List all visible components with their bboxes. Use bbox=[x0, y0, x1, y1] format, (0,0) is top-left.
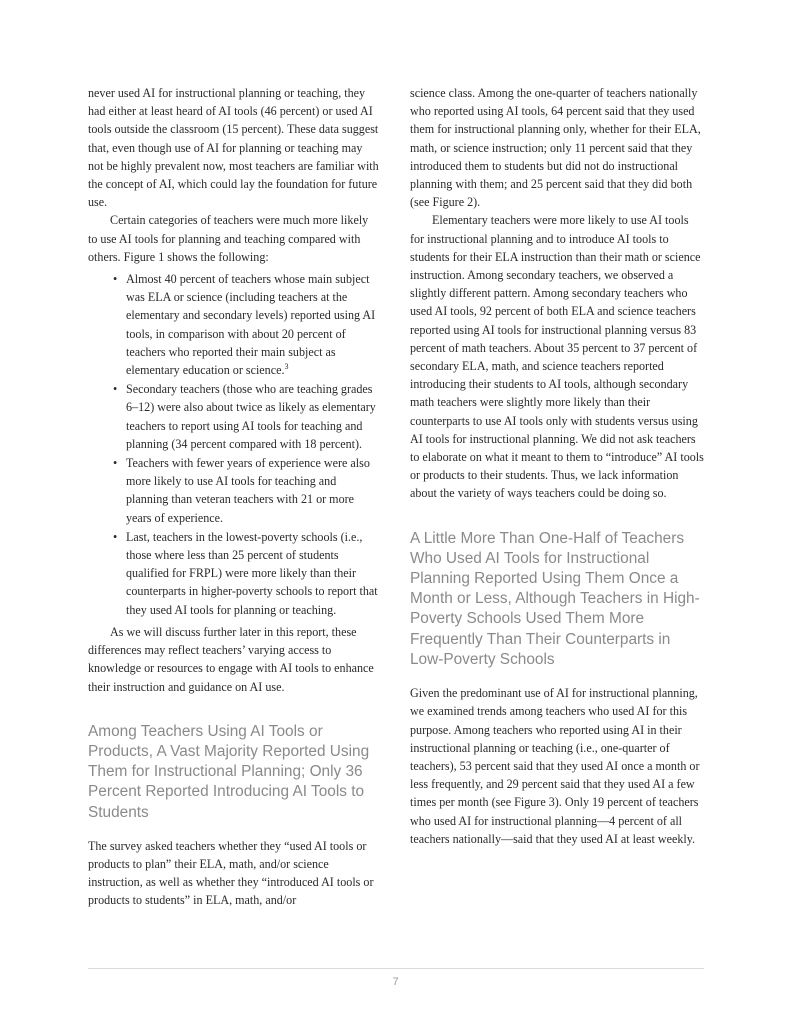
body-paragraph: never used AI for instructional planning or teaching, they had either at least heard of AI tools (46 percent) or used AI tools outside the classroom (15 percent). These data suggest that, even though use of AI for planning or teaching may not be highly prevalent now, most teachers are familiar with the concept of AI, which could lay the foundation for future use. bbox=[88, 86, 379, 210]
list-item: • Almost 40 percent of teachers whose main subject was ELA or science (including teachers at the elementary and secondary levels) reported using AI tools, in comparison with about 20 percent of teachers who reported their main subject as elementary education or science.$^3$ bbox=[113, 272, 376, 378]
section-heading: Among Teachers Using AI Tools or Products, A Vast Majority Reported Using Them for Instructional Planning; Only 36 Percent Reported Introducing AI Tools to Students bbox=[88, 722, 370, 821]
body-paragraph: The survey asked teachers whether they “used AI tools or products to plan” their ELA, math, and/or science instruction, as well as whether they “introduced AI tools or products to students” in ELA, math, and/or bbox=[88, 838, 374, 908]
list-item: • Teachers with fewer years of experience were also more likely to use AI tools for teaching and planning than veteran teachers with 21 or more years of experience. bbox=[113, 456, 370, 525]
list-item: • Last, teachers in the lowest-poverty schools (i.e., those where less than 25 percent of students qualified for FRPL) were more likely than their counterparts in higher-poverty schools to report that they used AI tools for planning or teaching. bbox=[113, 529, 378, 617]
footer-divider bbox=[88, 968, 704, 969]
bullet-list bbox=[88, 270, 380, 619]
left-column bbox=[88, 84, 380, 910]
bullet-icon: • bbox=[113, 382, 118, 397]
body-paragraph: Certain categories of teachers were much more likely to use AI tools for planning and teaching compared with others. Figure 1 shows the following: bbox=[88, 213, 369, 264]
body-paragraph: As we will discuss further later in this report, these differences may reflect teachers’ varying access to knowledge or resources to engage with AI tools to enhance their instruction and guidance on AI use. bbox=[88, 624, 374, 694]
right-column bbox=[410, 84, 704, 848]
page-number: 7 bbox=[392, 976, 399, 988]
bullet-icon: • bbox=[113, 272, 118, 287]
body-paragraph: Given the predominant use of AI for instructional planning, we examined trends among teachers who used AI for this purpose. Among teachers who reported using AI in their instructional planning or teaching (i.e., one-quarter of teachers), 53 percent said that they used AI once a month or less frequently, and 29 percent said that they used AI a few times per month (see Figure 3). Only 19 percent of teachers who used AI for instructional planning—4 percent of all teachers nationally—said that they used AI at least weekly. bbox=[410, 686, 700, 846]
bullet-icon: • bbox=[113, 529, 118, 544]
body-paragraph: science class. Among the one-quarter of teachers nationally who reported using AI tools, 64 percent said that they used them for instructional planning only, whether for their ELA, math, or science instruction; only 11 percent said that they introduced them to students but did not do instructional planning with them; and 25 percent said that they did both (see Figure 2). bbox=[410, 86, 701, 210]
section-heading: A Little More Than One-Half of Teachers Who Used AI Tools for Instructional Planning Reported Using Them Once a Month or Less, Although Teachers in High-Poverty Schools Used Them More Frequently Than Their Counterparts in Low-Poverty Schools bbox=[410, 529, 700, 668]
bullet-icon: • bbox=[113, 456, 118, 471]
footnote-ref[interactable]: 3 bbox=[284, 362, 289, 372]
body-paragraph: Elementary teachers were more likely to use AI tools for instructional planning and to introduce AI tools to students for their ELA instruction than their math or science instruction. Among secondary teachers, we observed a slightly different pattern. Among secondary teachers who used AI tools, 92 percent of both ELA and science teachers reported using AI tools for instructional planning versus 83 percent of math teachers. About 35 percent to 37 percent of secondary ELA, math, and science teachers reported introducing their students to AI tools, although secondary math teachers were slightly more likely than their counterparts to use AI tools only with students versus using AI tools for instructional planning. We did not ask teachers to elaborate on what it meant to them to “introduce” AI tools or products to their students. Thus, we lack information about the variety of ways teachers could be doing so. bbox=[410, 213, 704, 501]
list-item: • Secondary teachers (those who are teaching grades 6–12) were also about twice as likely as elementary teachers to report using AI tools for teaching and planning (34 percent compared with 18 percent). bbox=[113, 382, 376, 451]
